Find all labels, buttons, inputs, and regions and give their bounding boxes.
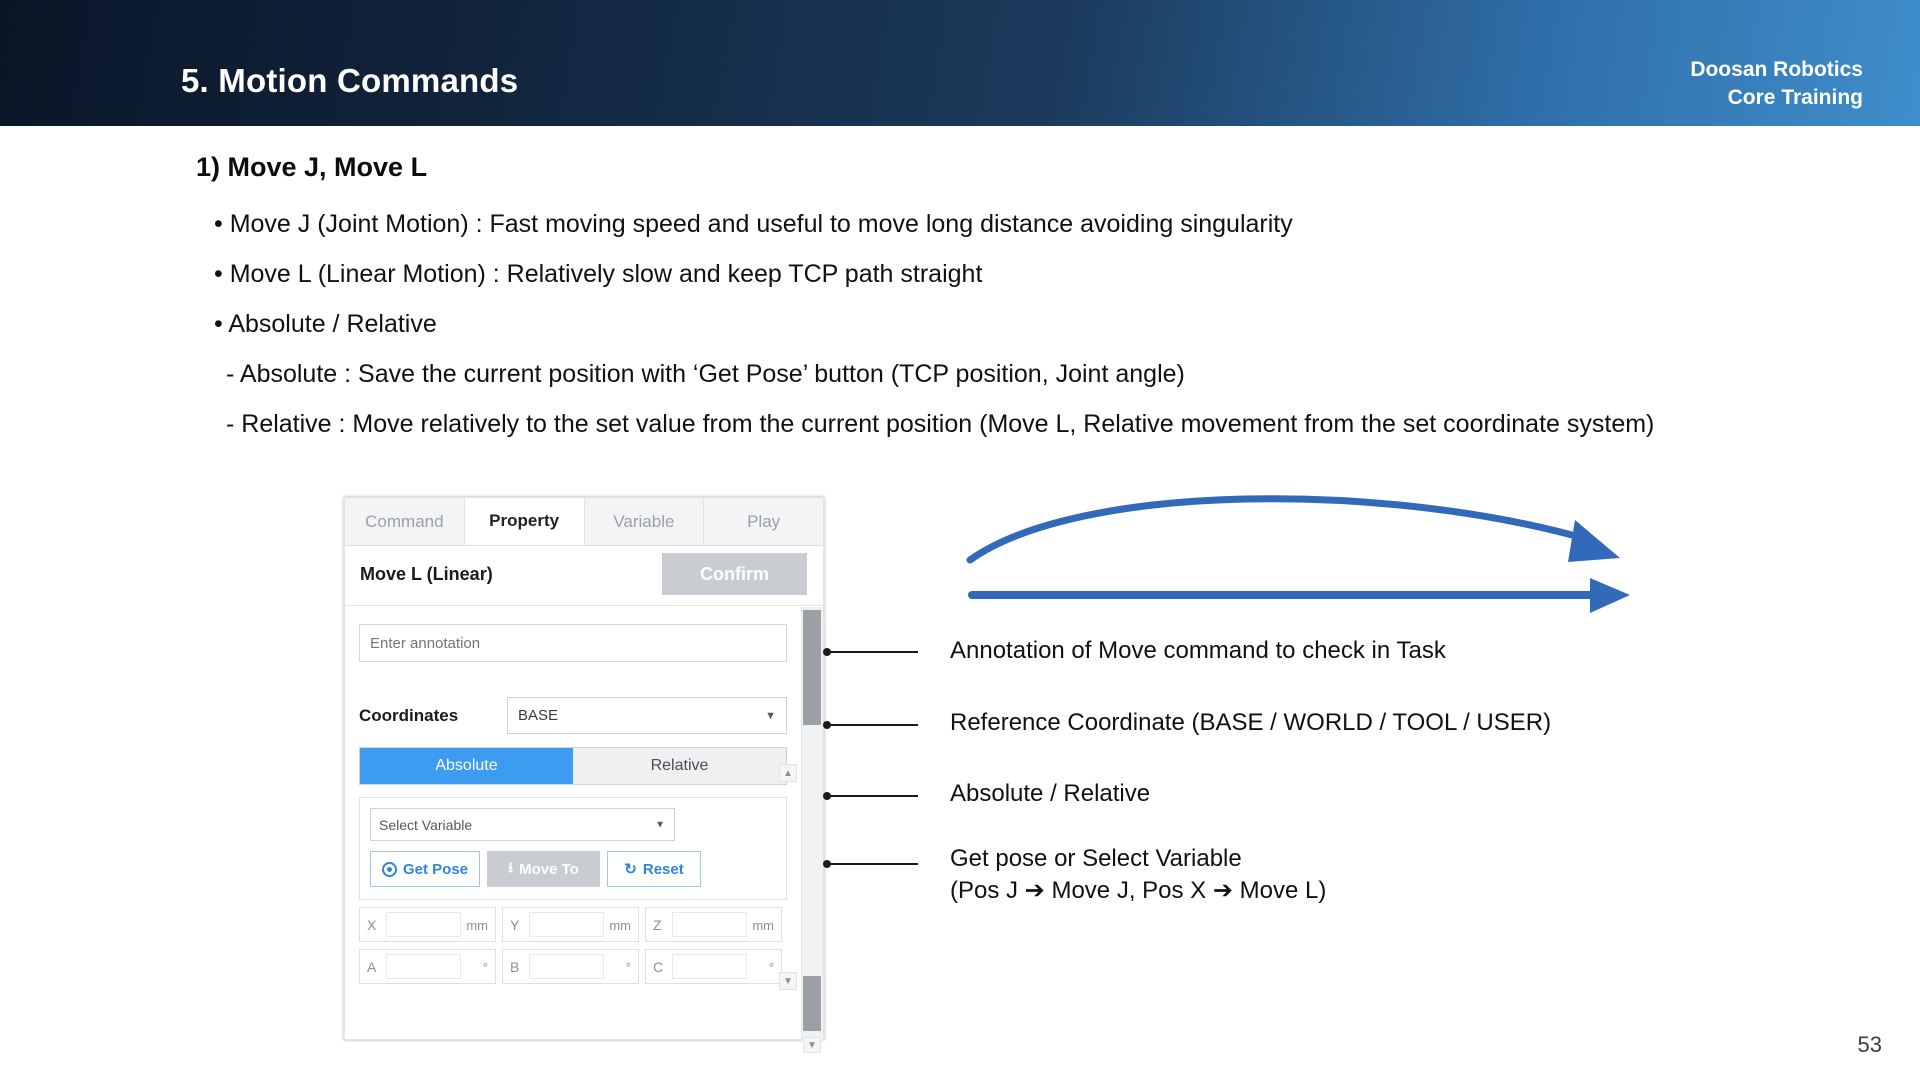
pose-field-grid [359, 907, 809, 984]
coordinates-label: Coordinates [359, 705, 459, 725]
field-x-label: X [367, 917, 377, 933]
field-y-unit: mm [609, 918, 631, 933]
select-variable-dropdown[interactable] [370, 808, 675, 841]
reset-label: Reset [642, 860, 684, 878]
callout-get-pose-line1: Get pose or Select Variable [950, 845, 1242, 872]
bullet-line: - Absolute : Save the current position with ‘Get Pose’ button (TCP position, Joint angle) [226, 360, 1185, 388]
pose-field-row [359, 949, 809, 984]
toggle-absolute[interactable]: Absolute [360, 748, 573, 784]
coordinates-value: BASE [518, 707, 559, 724]
field-c-unit: ° [768, 960, 774, 975]
slide-header [0, 0, 1920, 126]
absolute-relative-toggle[interactable] [359, 747, 787, 785]
field-x-unit: mm [466, 918, 488, 933]
tab-command[interactable]: Command [345, 498, 465, 545]
panel-scrollbar-thumb[interactable] [803, 610, 821, 725]
field-y[interactable] [502, 907, 639, 942]
field-c-label: C [653, 959, 664, 975]
panel-scrollbar-thumb-lower[interactable] [803, 976, 821, 1031]
bullet-line: - Relative : Move relatively to the set value from the current position (Move L, Relative movement from the set coordinate system) [226, 410, 1655, 438]
emphasis-arrows [960, 500, 1660, 630]
scroll-down-arrow-icon[interactable]: ▼ [803, 1037, 821, 1053]
radio-icon [382, 862, 397, 877]
coordinates-row [359, 697, 809, 734]
callout-get-pose [950, 843, 1326, 907]
field-a-label: A [367, 959, 377, 975]
move-to-label: Move To [519, 860, 579, 878]
inner-scroll-up-icon[interactable]: ▲ [779, 764, 797, 782]
move-to-button[interactable] [487, 851, 600, 887]
panel-tabbar [345, 498, 823, 546]
field-b-input[interactable] [529, 954, 604, 979]
confirm-button[interactable]: Confirm [662, 553, 807, 595]
tab-play[interactable]: Play [704, 498, 823, 545]
field-z-label: Z [653, 917, 662, 933]
teach-pendant-panel [344, 497, 824, 1051]
variable-box [359, 797, 787, 900]
curved-arrow-head [1568, 520, 1620, 562]
bullet-line: • Move J (Joint Motion) : Fast moving speed and useful to move long distance avoiding singularity [214, 210, 1293, 238]
tab-variable[interactable]: Variable [585, 498, 705, 545]
callout-reference-coordinate: Reference Coordinate (BASE / WORLD / TOOL / USER) [950, 709, 1552, 736]
chevron-down-icon: ▼ [655, 819, 665, 830]
panel-body [345, 606, 823, 1040]
field-a[interactable] [359, 949, 496, 984]
field-z-unit: mm [752, 918, 774, 933]
field-c-input[interactable] [672, 954, 747, 979]
field-z-input[interactable] [672, 912, 747, 937]
annotation-input[interactable] [359, 624, 787, 662]
field-x-input[interactable] [386, 912, 461, 937]
field-y-label: Y [510, 917, 520, 933]
reset-button[interactable] [607, 851, 701, 887]
field-b[interactable] [502, 949, 639, 984]
field-b-label: B [510, 959, 520, 975]
callout-annotation: Annotation of Move command to check in Task [950, 637, 1446, 664]
field-a-unit: ° [482, 960, 488, 975]
pose-field-row [359, 907, 809, 942]
inner-scroll-down-icon[interactable]: ▼ [779, 972, 797, 990]
refresh-icon: ↻ [624, 861, 637, 878]
brand-line-2: Core Training [1727, 86, 1863, 109]
field-z[interactable] [645, 907, 782, 942]
curved-arrow-line [970, 499, 1590, 560]
brand-block [1690, 56, 1863, 112]
field-y-input[interactable] [529, 912, 604, 937]
download-icon: ⭳ [508, 859, 514, 875]
callout-get-pose-line2: (Pos J ➔ Move J, Pos X ➔ Move L) [950, 877, 1327, 904]
get-pose-button[interactable] [370, 851, 480, 887]
callout-absolute-relative: Absolute / Relative [950, 780, 1151, 807]
section-title: 1) Move J, Move L [196, 152, 428, 182]
field-x[interactable] [359, 907, 496, 942]
get-pose-label: Get Pose [402, 860, 469, 878]
leader-line-1 [828, 651, 918, 653]
pose-button-row [370, 851, 776, 887]
straight-arrow-head [1590, 578, 1630, 613]
field-b-unit: ° [625, 960, 631, 975]
page-title: 5. Motion Commands [181, 62, 519, 99]
bullet-line: • Absolute / Relative [214, 310, 437, 338]
coordinates-select[interactable] [507, 697, 787, 734]
bullet-line: • Move L (Linear Motion) : Relatively slow and keep TCP path straight [214, 260, 983, 288]
leader-line-2 [828, 724, 918, 726]
brand-line-1: Doosan Robotics [1690, 58, 1863, 81]
toggle-relative[interactable]: Relative [573, 748, 786, 784]
field-c[interactable] [645, 949, 782, 984]
panel-title-row [345, 546, 823, 606]
select-variable-value: Select Variable [379, 816, 473, 833]
page-number: 53 [1857, 1032, 1882, 1057]
tab-property[interactable]: Property [465, 498, 585, 545]
leader-line-4 [828, 863, 918, 865]
leader-line-3 [828, 795, 918, 797]
bullet-list [214, 199, 1734, 449]
chevron-down-icon: ▼ [765, 709, 776, 722]
command-name: Move L (Linear) [360, 564, 493, 584]
field-a-input[interactable] [386, 954, 461, 979]
